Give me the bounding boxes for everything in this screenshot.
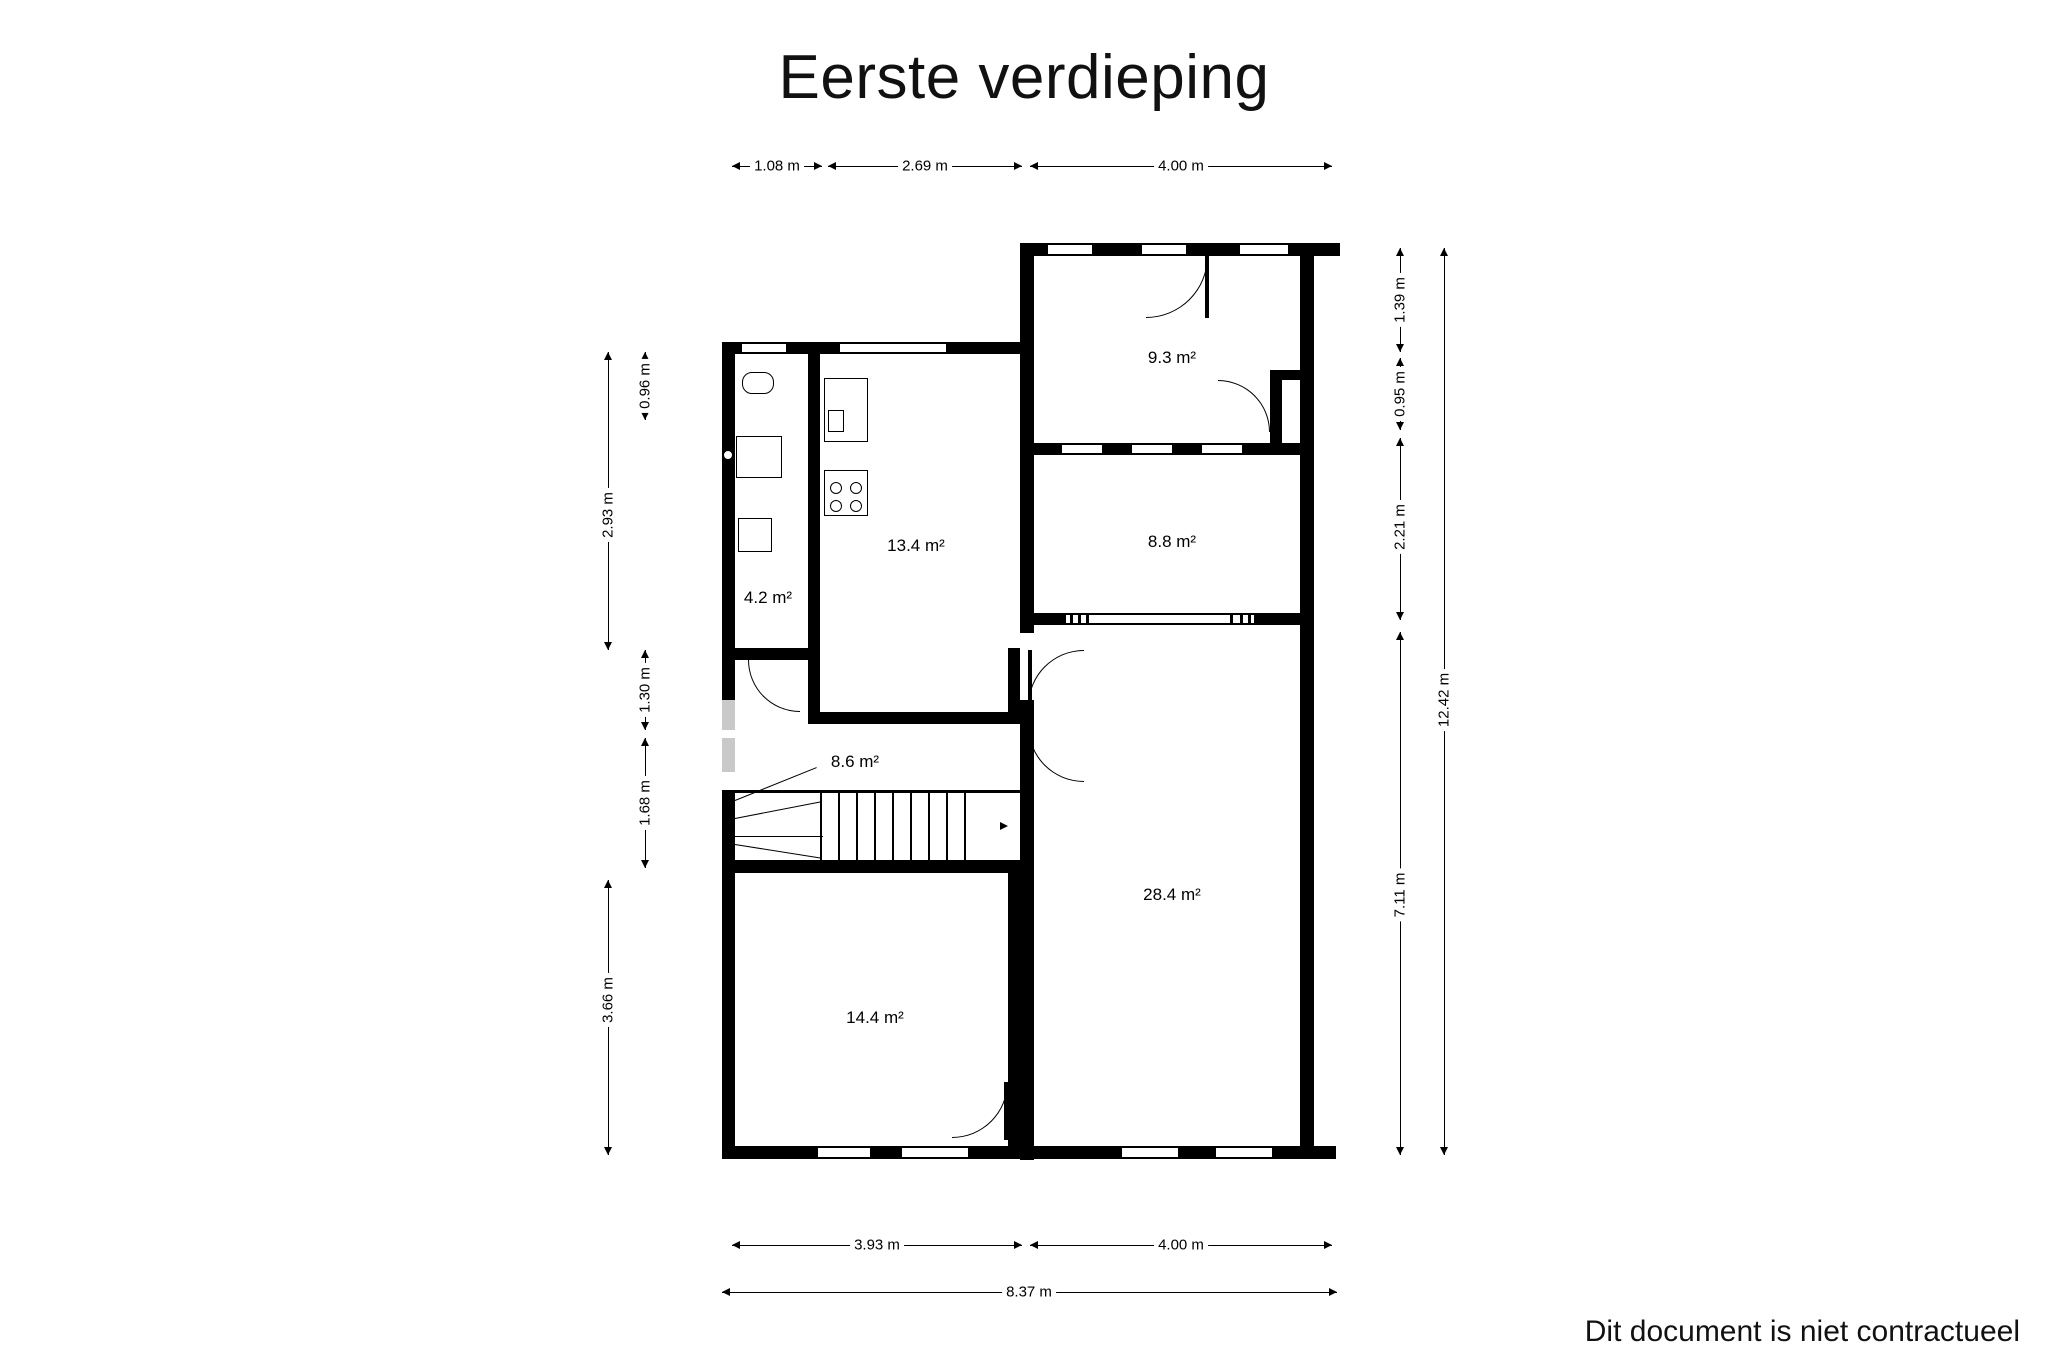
- room-area-label: 8.8 m²: [1147, 532, 1197, 551]
- wall-hall-bottom: [722, 860, 1022, 873]
- wall-divider-8-28-left: [1034, 613, 1064, 625]
- dim-arrow: [1030, 162, 1038, 170]
- dim-arrow: [641, 722, 649, 730]
- glazing-mullion-3: [1086, 613, 1089, 625]
- stair-winder-4: [735, 844, 822, 859]
- window-bottom-2: [900, 1146, 970, 1159]
- dim-arrow: [722, 1288, 730, 1296]
- dim-arrow: [641, 738, 649, 746]
- window-mid-3: [1200, 443, 1244, 455]
- dim-arrow: [1440, 1147, 1448, 1155]
- window-left-outer-2: [722, 738, 735, 772]
- wall-divider-8-28-right: [1256, 613, 1314, 625]
- window-bottom-3: [1120, 1146, 1180, 1159]
- dim-arrow: [1396, 1147, 1404, 1155]
- hob-burner-1-icon: [830, 482, 842, 494]
- room-area-label: 4.2 m²: [743, 588, 793, 607]
- stair-step-8: [946, 793, 948, 860]
- dim-label-top-1: 1.08 m: [750, 158, 804, 175]
- door-leaf-living-hall: [1028, 726, 1032, 782]
- wall-right-block-left-mid: [1020, 443, 1034, 633]
- dim-label-bottom-2: 4.00 m: [1154, 1237, 1208, 1254]
- page-title: Eerste verdieping: [778, 43, 1270, 112]
- dim-arrow: [1440, 248, 1448, 256]
- dim-label-left-inner-1: 0.96 m: [637, 359, 654, 413]
- window-left-top-1: [740, 342, 788, 354]
- wall-closet-left: [1270, 370, 1282, 444]
- disclaimer-text: Dit document is niet contractueel: [1584, 1315, 2020, 1348]
- dim-arrow: [1329, 1288, 1337, 1296]
- window-top-3: [1238, 243, 1290, 256]
- stair-winder-1: [735, 767, 817, 801]
- dim-arrow: [604, 642, 612, 650]
- shower-tray-icon: [738, 518, 772, 552]
- dim-label-left-outer-1: 2.93 m: [600, 488, 617, 542]
- door-leaf-front-bedroom: [1205, 256, 1209, 318]
- stair-step-2: [838, 793, 840, 860]
- dim-label-right-inner-3: 2.21 m: [1392, 500, 1409, 554]
- dim-label-left-inner-2: 1.30 m: [637, 663, 654, 717]
- glazing-mullion-4: [1230, 613, 1233, 625]
- dim-arrow: [1396, 344, 1404, 352]
- dim-arrow: [1396, 438, 1404, 446]
- toilet-icon: [742, 372, 774, 394]
- stair-step-7: [928, 793, 930, 860]
- glazing-mullion-2: [1078, 613, 1081, 625]
- wall-bath-kitchen-divider: [808, 350, 820, 720]
- stair-step-3: [856, 793, 858, 860]
- dim-arrow: [1324, 1241, 1332, 1249]
- radiator-dot-icon: [723, 450, 733, 460]
- window-mid-2: [1130, 443, 1174, 455]
- room-area-label: 14.4 m²: [846, 1008, 904, 1027]
- window-mid-1: [1060, 443, 1104, 455]
- wall-closet-top: [1270, 370, 1314, 380]
- sliding-door-glazing: [1064, 613, 1256, 625]
- kitchen-sink-icon: [828, 410, 844, 432]
- wall-right-block-right-upper: [1300, 243, 1314, 428]
- dim-label-top-2: 2.69 m: [898, 158, 952, 175]
- room-area-label: 9.3 m²: [1147, 348, 1197, 367]
- dim-arrow: [1014, 1241, 1022, 1249]
- dim-label-bottom-total: 8.37 m: [1002, 1284, 1056, 1301]
- window-bottom-4: [1214, 1146, 1274, 1159]
- glazing-mullion-1: [1070, 613, 1073, 625]
- dim-label-right-inner-1: 1.39 m: [1392, 273, 1409, 327]
- dim-label-right-inner-4: 7.11 m: [1392, 869, 1409, 922]
- door-swing-closet: [1218, 380, 1270, 432]
- dim-label-right-inner-2: 0.95 m: [1392, 367, 1409, 421]
- wall-right-block-right-lower: [1300, 428, 1314, 1158]
- stair-step-1: [820, 793, 822, 860]
- door-leaf-kitchen-hall: [1028, 650, 1032, 706]
- dim-arrow: [1396, 612, 1404, 620]
- dim-arrow: [641, 412, 649, 420]
- door-swing-living-hall: [1028, 726, 1084, 782]
- glazing-mullion-5: [1240, 613, 1243, 625]
- stair-winder-3: [735, 836, 823, 837]
- dim-label-bottom-1: 3.93 m: [850, 1237, 904, 1254]
- vanity-icon: [736, 436, 782, 478]
- window-top-2: [1140, 243, 1188, 256]
- dim-arrow: [1396, 358, 1404, 366]
- stair-step-6: [910, 793, 912, 860]
- window-left-outer-1: [722, 700, 735, 730]
- dim-arrow: [1324, 162, 1332, 170]
- dim-arrow: [732, 162, 740, 170]
- dim-arrow: [604, 1147, 612, 1155]
- dim-arrow: [828, 162, 836, 170]
- dim-arrow: [1396, 632, 1404, 640]
- stair-step-4: [874, 793, 876, 860]
- dim-arrow: [1030, 1241, 1038, 1249]
- wall-hall-right: [1008, 648, 1020, 724]
- door-swing-kitchen-hall: [1028, 650, 1084, 706]
- dim-label-top-3: 4.00 m: [1154, 158, 1208, 175]
- dim-arrow: [604, 352, 612, 360]
- dim-label-right-total: 12.42 m: [1436, 669, 1453, 731]
- hob-burner-4-icon: [850, 500, 862, 512]
- dim-arrow: [814, 162, 822, 170]
- door-leaf-rear-bedroom: [1004, 1082, 1008, 1140]
- dim-arrow: [1396, 248, 1404, 256]
- room-area-label: 8.6 m²: [830, 752, 880, 771]
- door-swing-rear-bedroom: [952, 1082, 1008, 1138]
- door-swing-bathroom: [748, 660, 800, 712]
- room-area-label: 28.4 m²: [1143, 885, 1201, 904]
- dim-label-left-outer-2: 3.66 m: [600, 973, 617, 1027]
- wall-kitchen-bottom: [808, 712, 1032, 724]
- dim-arrow: [1396, 422, 1404, 430]
- dim-arrow: [641, 860, 649, 868]
- dim-label-left-inner-3: 1.68 m: [637, 776, 654, 830]
- stair-direction-arrow: [1000, 822, 1008, 830]
- hob-burner-3-icon: [830, 500, 842, 512]
- window-left-top-2: [838, 342, 948, 354]
- dim-arrow: [732, 1241, 740, 1249]
- window-top-1: [1046, 243, 1094, 256]
- dim-arrow: [1014, 162, 1022, 170]
- room-area-label: 13.4 m²: [887, 536, 945, 555]
- dim-arrow: [604, 880, 612, 888]
- wall-room144-right: [1008, 866, 1022, 1158]
- stair-edge-top: [735, 790, 1022, 793]
- dim-arrow: [641, 650, 649, 658]
- stair-step-9: [964, 793, 966, 860]
- stair-winder-2: [735, 801, 822, 819]
- stair-step-5: [892, 793, 894, 860]
- door-swing-front-bedroom: [1146, 256, 1208, 318]
- window-bottom-1: [816, 1146, 872, 1159]
- wall-bath-bottom: [722, 648, 808, 660]
- wall-left-outer-lower: [722, 790, 735, 1158]
- glazing-mullion-6: [1248, 613, 1251, 625]
- hob-burner-2-icon: [850, 482, 862, 494]
